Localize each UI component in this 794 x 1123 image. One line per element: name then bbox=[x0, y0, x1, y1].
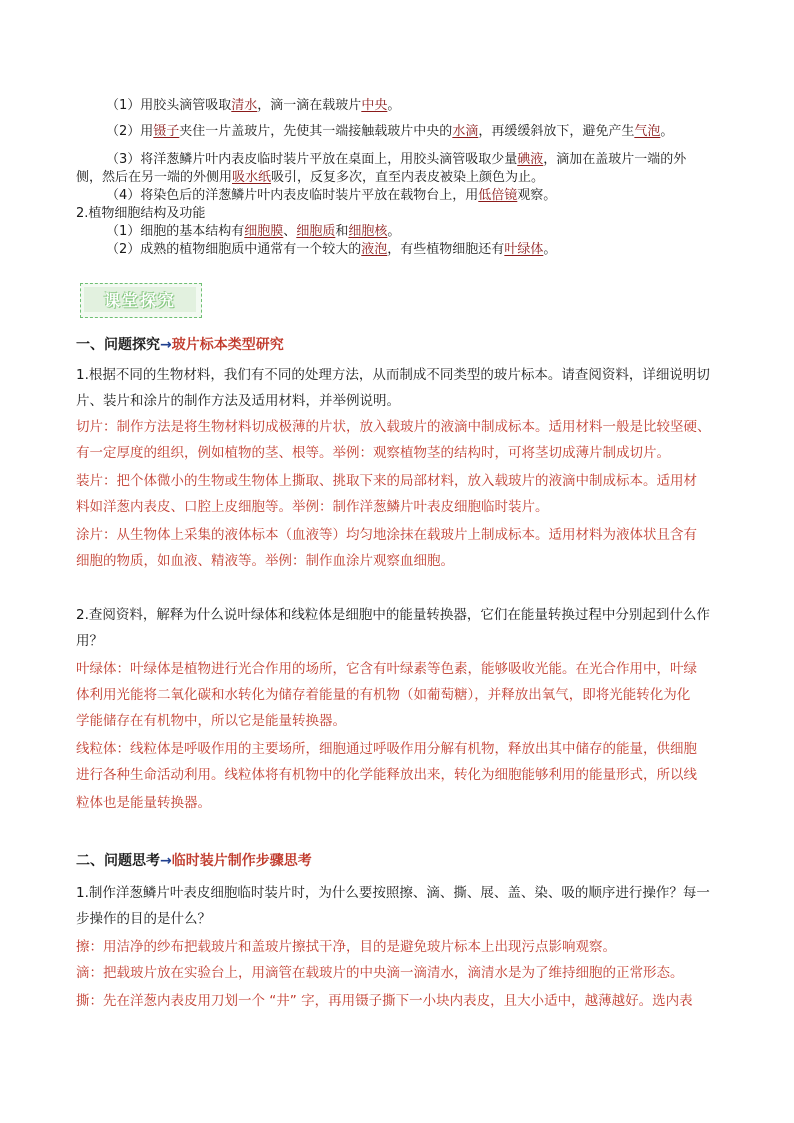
arrow-icon: → bbox=[160, 853, 172, 869]
step-1-line bbox=[106, 98, 400, 114]
mature-cell-line bbox=[106, 242, 556, 258]
heading-topic: 临时装片制作步骤思考 bbox=[171, 853, 312, 869]
step-4-line bbox=[106, 188, 556, 204]
section-badge bbox=[80, 283, 202, 318]
step-text: 观察。 bbox=[517, 188, 557, 203]
step-3-line-1 bbox=[106, 152, 686, 168]
blank-answer: 清水 bbox=[231, 98, 258, 113]
blank-answer: 气泡 bbox=[634, 124, 661, 139]
answer-line: 有一定厚度的组织，例如植物的茎、根等。举例：观察植物茎的结构时，可将茎切成薄片制成切片。 bbox=[76, 445, 670, 461]
blank-answer: 叶绿体 bbox=[504, 242, 544, 257]
answer-line: 学能储存在有机物中，所以它是能量转换器。 bbox=[76, 713, 346, 729]
answer-line: 线粒体：线粒体是呼吸作用的主要场所，细胞通过呼吸作用分解有机物，释放出其中储存的能量，供细胞 bbox=[76, 741, 697, 757]
answer-line: 涂片：从生物体上采集的液体标本（血液等）均匀地涂抹在载玻片上制成标本。适用材料为液体状且含有 bbox=[76, 527, 697, 543]
step-2-line bbox=[106, 124, 673, 140]
step-text: ，滴加在盖玻片一端的外 bbox=[543, 152, 687, 167]
part-2-heading bbox=[76, 852, 312, 870]
step-text: （1）用胶头滴管吸取 bbox=[106, 98, 232, 113]
step-text: 。 bbox=[387, 224, 401, 239]
answer-line: 进行各种生命活动利用。线粒体将有机物中的化学能释放出来，转化为细胞能够利用的能量形式，所以线 bbox=[76, 767, 697, 783]
step-text: 。 bbox=[543, 242, 557, 257]
heading-topic: 玻片标本类型研究 bbox=[171, 337, 284, 353]
step-text: 吸引，反复多次，直至内表皮被染上颜色为止。 bbox=[271, 170, 545, 185]
answer-line: 切片：制作方法是将生物材料切成极薄的片状，放入载玻片的液滴中制成标本。适用材料一般是比较坚硬、 bbox=[76, 419, 711, 435]
step-text: 和 bbox=[335, 224, 349, 239]
blank-answer: 细胞膜 bbox=[244, 224, 284, 239]
blank-answer: 液泡 bbox=[361, 242, 388, 257]
answer-line: 装片：把个体微小的生物或生物体上撕取、挑取下来的局部材料，放入载玻片的液滴中制成标本。适用材 bbox=[76, 473, 697, 489]
question-3-line-1: 1.制作洋葱鳞片叶表皮细胞临时装片时，为什么要按照擦、滴、撕、展、盖、染、吸的顺序进行操作？每一 bbox=[76, 885, 710, 901]
step-text: ，滴一滴在载玻片 bbox=[257, 98, 362, 113]
question-3-line-2: 步操作的目的是什么？ bbox=[76, 911, 211, 927]
section-2-title: 2.植物细胞结构及功能 bbox=[76, 206, 206, 221]
step-text: ，再缓缓斜放下，避免产生 bbox=[478, 124, 635, 139]
answer-line: 体利用光能将二氧化碳和水转化为储存着能量的有机物（如葡萄糖），并释放出氧气，即将光能转化为化 bbox=[76, 687, 691, 703]
step-text: （4）将染色后的洋葱鳞片叶内表皮临时装片平放在载物台上，用 bbox=[106, 188, 479, 203]
step-text: （2）成熟的植物细胞质中通常有一个较大的 bbox=[106, 242, 362, 257]
step-3-line-2 bbox=[76, 170, 544, 186]
blank-answer: 细胞质 bbox=[296, 224, 336, 239]
step-text: ，有些植物细胞还有 bbox=[387, 242, 505, 257]
step-text: 。 bbox=[387, 98, 401, 113]
step-text: （2）用 bbox=[106, 124, 154, 139]
blank-answer: 镊子 bbox=[153, 124, 180, 139]
cell-structure-line bbox=[106, 224, 400, 240]
blank-answer: 低倍镜 bbox=[478, 188, 518, 203]
heading-prefix: 一、问题探究 bbox=[76, 337, 160, 353]
answer-line: 擦：用洁净的纱布把载玻片和盖玻片擦拭干净，目的是避免玻片标本上出现污点影响观察。 bbox=[76, 939, 616, 955]
heading-prefix: 二、问题思考 bbox=[76, 853, 160, 869]
step-text: （1）细胞的基本结构有 bbox=[106, 224, 245, 239]
blank-answer: 水滴 bbox=[452, 124, 479, 139]
answer-line: 滴：把载玻片放在实验台上，用滴管在载玻片的中央滴一滴清水，滴清水是为了维持细胞的正常形态。 bbox=[76, 965, 684, 981]
question-2-line-1: 2.查阅资料，解释为什么说叶绿体和线粒体是细胞中的能量转换器，它们在能量转换过程中分别起到什么作 bbox=[76, 607, 710, 623]
question-1-line-1: 1.根据不同的生物材料，我们有不同的处理方法，从而制成不同类型的玻片标本。请查阅资料，详细说明切 bbox=[76, 367, 710, 383]
part-1-heading bbox=[76, 336, 284, 354]
badge-label: 课堂探究 bbox=[103, 291, 176, 310]
blank-answer: 吸水纸 bbox=[232, 170, 272, 185]
answer-line: 叶绿体：叶绿体是植物进行光合作用的场所，它含有叶绿素等色素，能够吸收光能。在光合作用中，叶绿 bbox=[76, 661, 697, 677]
question-2-line-2: 用？ bbox=[76, 633, 103, 649]
arrow-icon: → bbox=[160, 337, 172, 353]
blank-answer: 中央 bbox=[361, 98, 388, 113]
question-1-line-2: 片、装片和涂片的制作方法及适用材料，并举例说明。 bbox=[76, 393, 400, 409]
step-text: 。 bbox=[660, 124, 674, 139]
blank-answer: 细胞核 bbox=[348, 224, 388, 239]
blank-answer: 碘液 bbox=[517, 152, 544, 167]
step-text: 夹住一片盖玻片，先使其一端接触载玻片中央的 bbox=[179, 124, 453, 139]
answer-line: 料如洋葱内表皮、口腔上皮细胞等。举例：制作洋葱鳞片叶表皮细胞临时装片。 bbox=[76, 499, 549, 515]
step-text: （3）将洋葱鳞片叶内表皮临时装片平放在桌面上，用胶头滴管吸取少量 bbox=[106, 152, 518, 167]
answer-line: 粒体也是能量转换器。 bbox=[76, 795, 211, 811]
step-text: 侧，然后在另一端的外侧用 bbox=[76, 170, 233, 185]
answer-line: 撕：先在洋葱内表皮用刀划一个 “井” 字，再用镊子撕下一小块内表皮，且大小适中，越薄越好。选内表 bbox=[76, 993, 693, 1009]
step-text: 、 bbox=[283, 224, 297, 239]
answer-line: 细胞的物质，如血液、精液等。举例：制作血涂片观察血细胞。 bbox=[76, 553, 454, 569]
